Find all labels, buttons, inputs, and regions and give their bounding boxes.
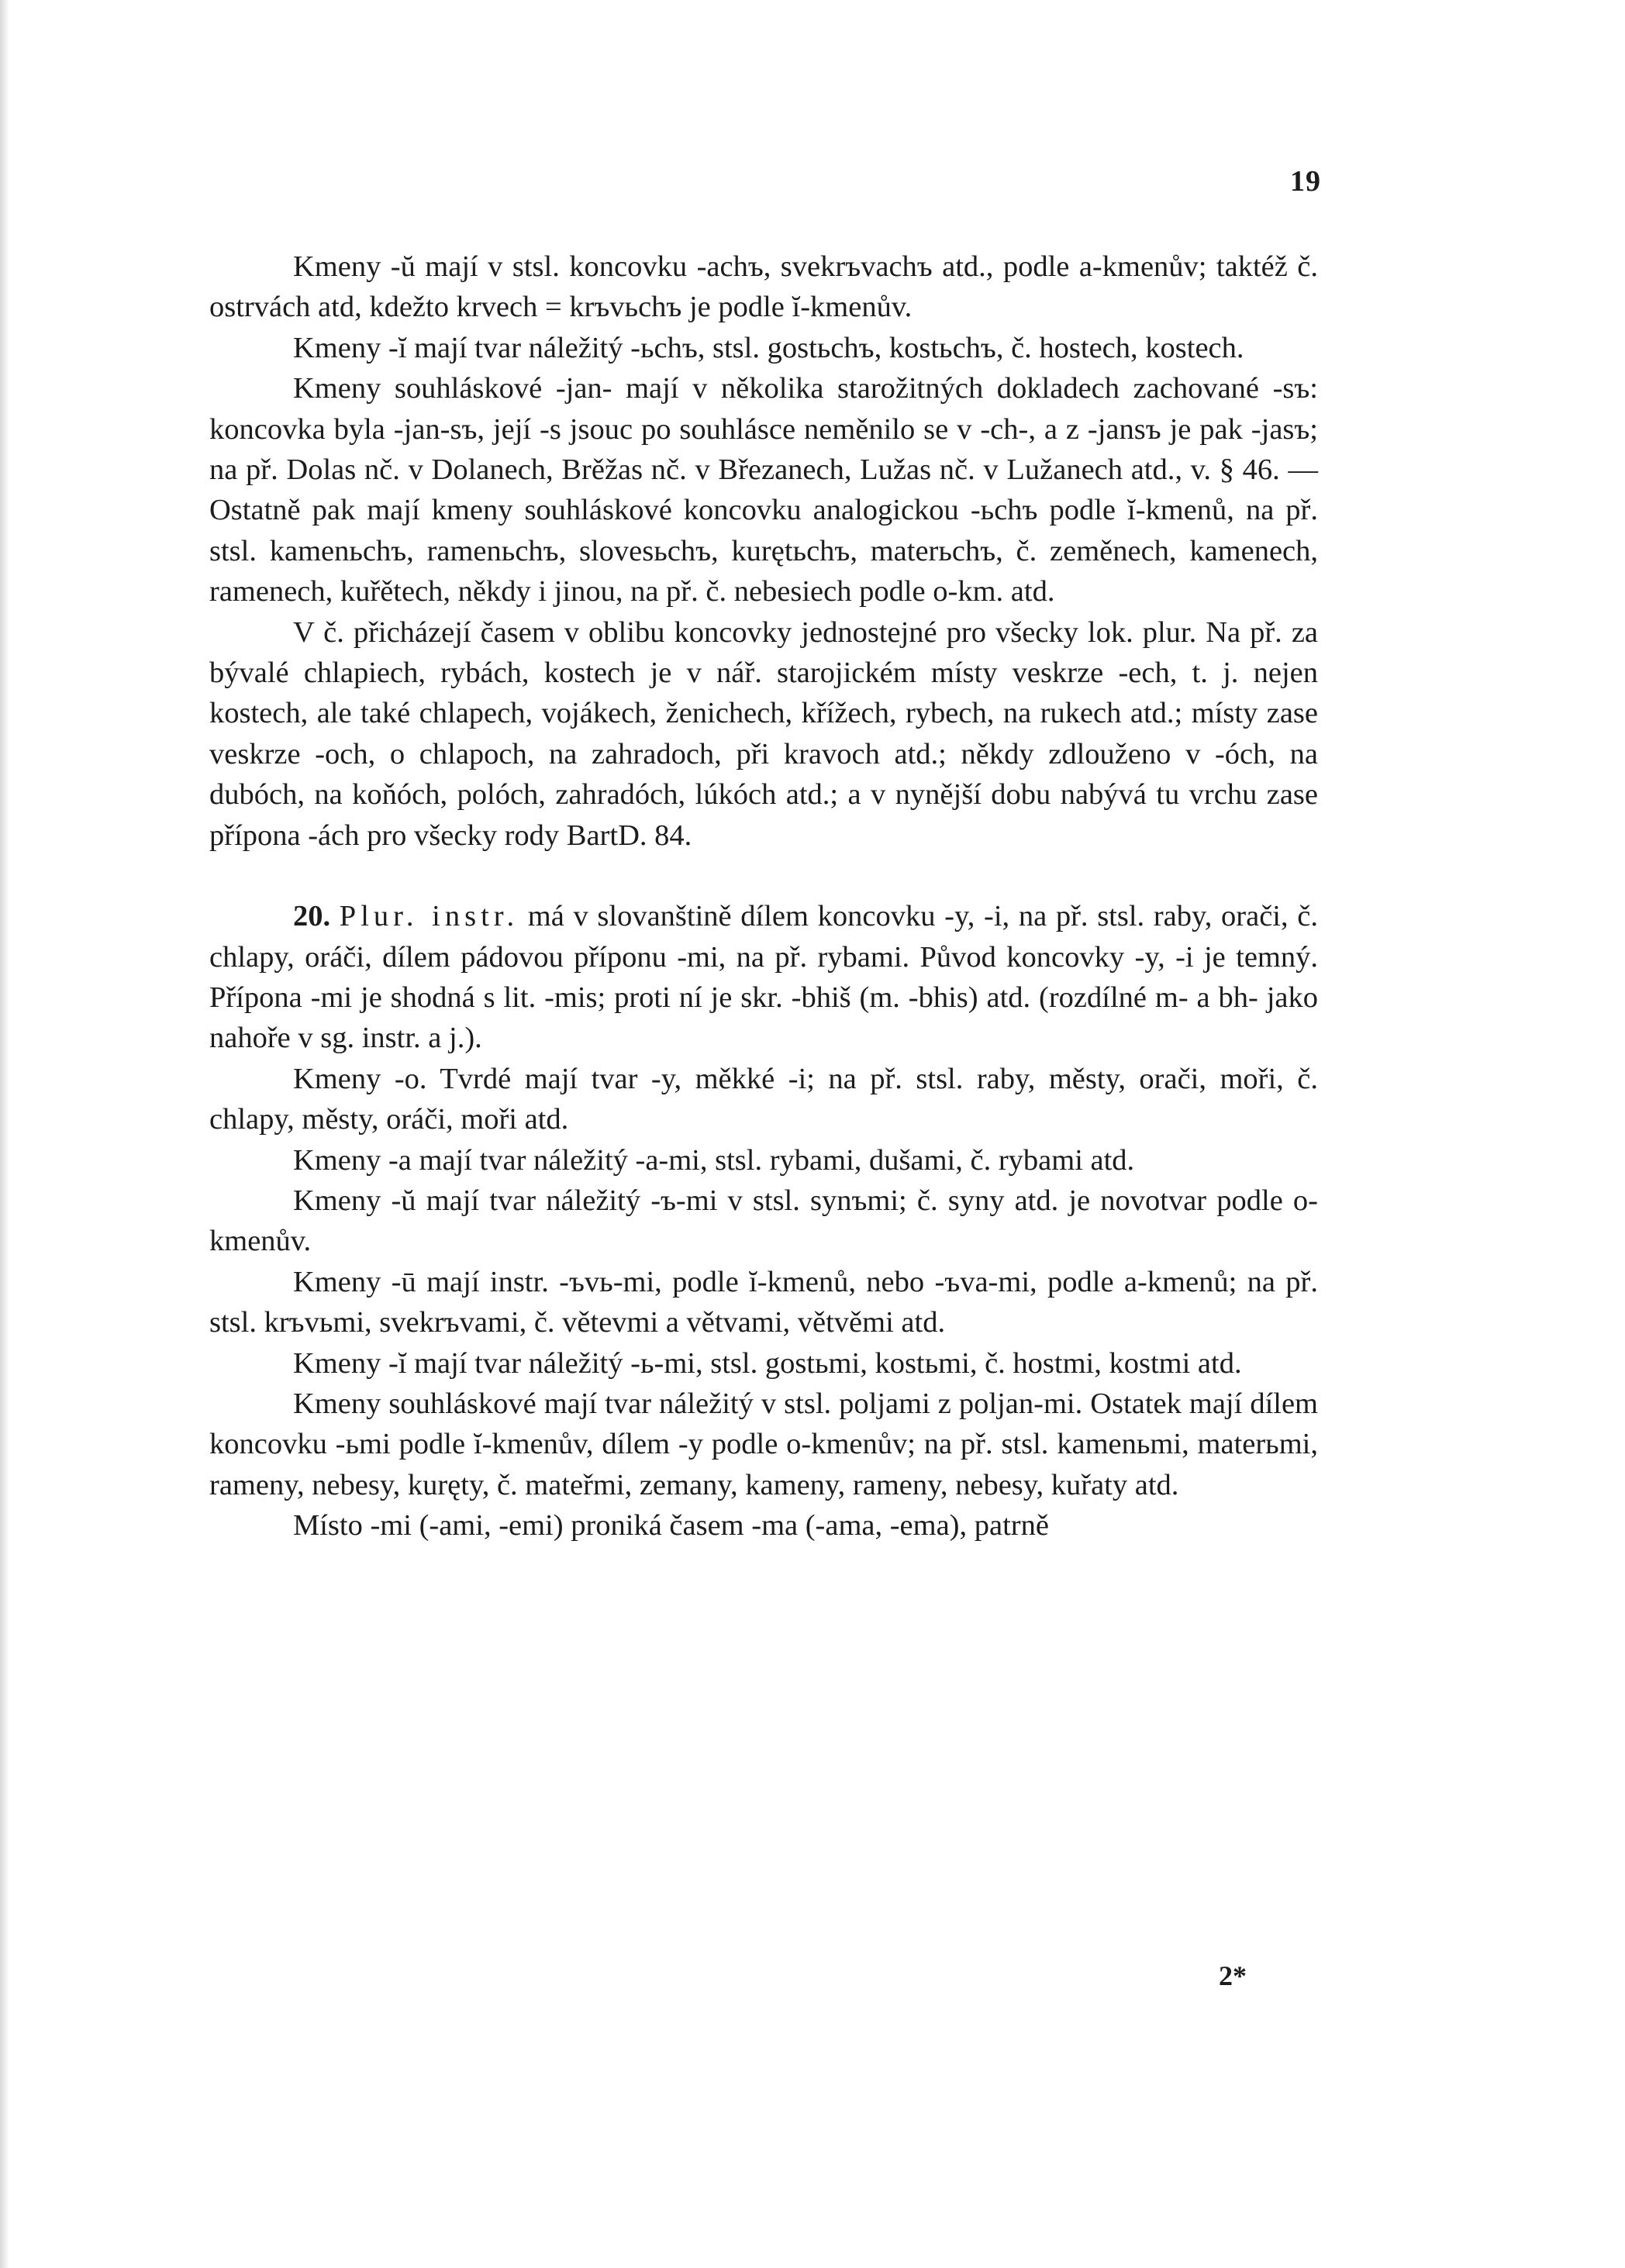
paragraph-3: Kmeny souhláskové -jan- mají v několika starožitných dokladech zachované -sъ: koncovka byla -jan-sъ, její -s jsouc po souhlásce neměnilo se v -ch-, a z -jansъ je pak -jasъ; na př. Dolas nč. v Dolanech, Brěžas nč. v Březanech, Lužas nč. v Lužanech atd., v. § 46. — Ostatně pak mají kmeny souhláskové koncovku analogickou -ьchъ podle ĭ-kmenů, na př. stsl. kamenьchъ, ramenьchъ, slovesьchъ, kurętьchъ, materьchъ, č. zeměnech, kamenech, ramenech, kuřětech, někdy i jinou, na př. č. nebesiech podle o-km. atd.	[209, 372, 1318, 608]
section-heading: Plur. instr.	[339, 900, 519, 933]
paragraph-12: Místo -mi (-ami, -emi) proniká časem -ma (-ama, -ema), patrně	[293, 1509, 1049, 1542]
section-20-text: má v slovanštině dílem koncovku -y, -i, na př. stsl. raby, orači, č. chlapy, oráči, dílem pádovou příponu -mi, na př. rybami. Původ koncovky -y, -i je temný. Přípona -mi je shodná s lit. -mis; proti ní je skr. -bhiš (m. -bhis) atd. (rozdílné m- a bh- jako nahoře v sg. instr. a j.).	[209, 900, 1318, 1055]
printer-signature: 2*	[1219, 1960, 1247, 1991]
paragraph-6: Kmeny -o. Tvrdé mají tvar -y, měkké -i; na př. stsl. raby, městy, orači, moři, č. chlapy, městy, oráči, moři atd.	[209, 1062, 1318, 1136]
paragraph-10: Kmeny -ĭ mají tvar náležitý -ь-mi, stsl. gostьmi, kostьmi, č. hostmi, kostmi atd.	[293, 1346, 1242, 1380]
page-number: 19	[1290, 165, 1321, 198]
body-text	[209, 246, 1318, 1546]
section-20	[209, 896, 1318, 1059]
section-number: 20.	[293, 900, 331, 933]
scan-edge-shadow	[0, 0, 9, 2268]
paragraph-11: Kmeny souhláskové mají tvar náležitý v stsl. poljami z poljan-mi. Ostatek mají dílem koncovku -ьmi podle ĭ-kmenův, dílem -y podle o-kmenův; na př. stsl. kamenьmi, materьmi, rameny, nebesy, kuręty, č. mateřmi, zemany, kameny, rameny, nebesy, kuřaty atd.	[209, 1387, 1318, 1501]
paragraph-4: V č. přicházejí časem v oblibu koncovky jednostejné pro všecky lok. plur. Na př. za bývalé chlapiech, rybách, kostech je v nář. starojickém místy veskrze -ech, t. j. nejen kostech, ale také chlapech, vojákech, ženichech, křížech, rybech, na rukech atd.; místy zase veskrze -och, o chlapoch, na zahradoch, při kravoch atd.; někdy zdlouženo v -óch, na dubóch, na koňóch, polóch, zahradóch, lúkóch atd.; a v nynější dobu nabývá tu vrchu zase přípona -ách pro všecky rody BartD. 84.	[209, 615, 1318, 852]
paragraph-9: Kmeny -ū mají instr. -ъvь-mi, podle ĭ-kmenů, nebo -ъva-mi, podle a-kmenů; na př. stsl. krъvьmi, svekrъvami, č. větevmi a větvami, větvěmi atd.	[209, 1265, 1318, 1339]
paragraph-7: Kmeny -a mají tvar náležitý -a-mi, stsl. rybami, dušami, č. rybami atd.	[293, 1143, 1135, 1177]
paragraph-2: Kmeny -ĭ mají tvar náležitý -ьchъ, stsl. gostьchъ, kostьchъ, č. hostech, kostech.	[293, 331, 1244, 364]
paragraph-8: Kmeny -ŭ mají tvar náležitý -ъ-mi v stsl. synъmi; č. syny atd. je novotvar podle o-kmenův.	[209, 1184, 1318, 1258]
paragraph-1: Kmeny -ŭ mají v stsl. koncovku -achъ, svekrъvachъ atd., podle a-kmenův; taktéž č. ostrvách atd, kdežto krvech = krъvьchъ je podle ĭ-kmenův.	[209, 250, 1318, 324]
